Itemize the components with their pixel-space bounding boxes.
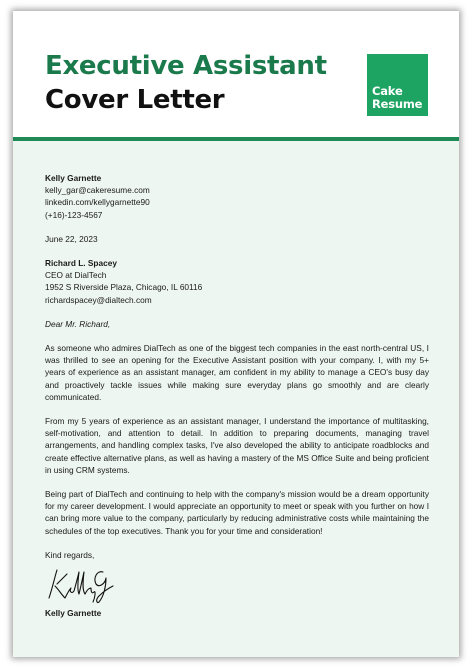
salutation: Dear Mr. Richard, [45, 318, 111, 329]
title-line-2: Cover Letter [45, 85, 225, 115]
paragraph-2: From my 5 years of experience as an assistant manager, I understand the importance of multitasking, self-motivation, and attention to detail. In addition to preparing documents, managing travel arrangements, and handling complex tasks, I've also developed the ability to anticipate roadblocks and create effective alternative plans, as well as having a mastery of the MS Office Suite and being proficient in using CRM systems. [45, 416, 429, 475]
paragraph-1: As someone who admires DialTech as one of the biggest tech companies in the east north-central US, I was thrilled to see an opening for the Executive Assistant position with your company. I, with my 5+ years of experience as an assistant manager, am confident in my ability to manage a CEO's busy day and proactively tackle issues while making sure everyday plans go smoothly and are clearly communicated. [45, 343, 429, 402]
recipient-block [45, 257, 429, 306]
signature-name: Kelly Garnette [45, 608, 102, 619]
paragraph-3: Being part of DialTech and continuing to help with the company's mission would be a dream opportunity for my career development. I would appreciate an opportunity to meet or speak with you further on how I can bring more value to the company, particularly by reducing administrative costs while maintaining the schedules of the top executives. Thank you for your time and consideration! [45, 489, 429, 536]
letter-content [45, 172, 429, 619]
sender-name: Kelly Garnette [45, 173, 102, 183]
letter-body [13, 141, 459, 657]
sender-block [45, 172, 429, 221]
recipient-email: richardspacey@dialtech.com [45, 294, 152, 305]
cakeresume-logo [367, 54, 428, 116]
logo-text-line-1: Cake [372, 84, 403, 98]
header [13, 11, 459, 137]
sender-linkedin: linkedin.com/kellygarnette90 [45, 197, 150, 208]
recipient-name: Richard L. Spacey [45, 258, 117, 269]
handwritten-signature [39, 566, 127, 604]
recipient-address: 1952 S Riverside Plaza, Chicago, IL 60116 [45, 282, 203, 293]
sender-phone: (+16)-123-4567 [45, 209, 103, 220]
title-line-1: Executive Assistant [45, 51, 327, 81]
recipient-title: CEO at DialTech [45, 270, 107, 281]
letter-date: June 22, 2023 [45, 233, 98, 244]
sender-email: kelly_gar@cakeresume.com [45, 185, 150, 196]
closing: Kind regards, [45, 549, 95, 560]
logo-text-line-2: Resume [372, 97, 423, 111]
cover-letter-page [13, 11, 459, 657]
